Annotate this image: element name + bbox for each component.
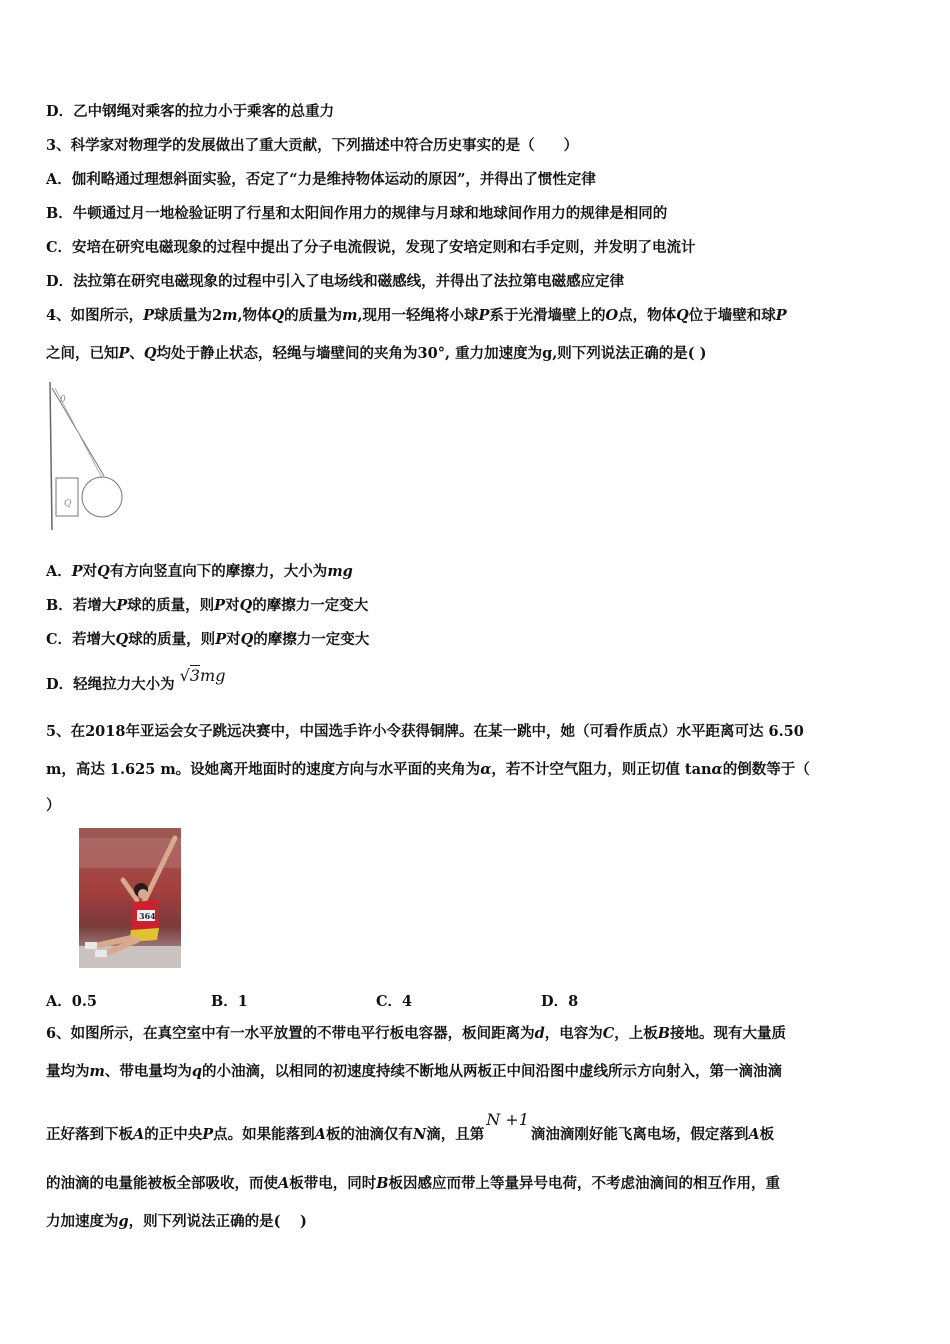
q5-option-a[interactable]: A．0.5 <box>46 993 97 1010</box>
q4-option-c: C．若增大Q球的质量，则P对Q的摩擦力一定变大 <box>46 631 370 648</box>
q4-option-b: B．若增大P球的质量，则P对Q的摩擦力一定变大 <box>46 597 369 614</box>
q5-stem-line2: m，高达 1.625 m。设她离开地面时的速度方向与水平面的夹角为α，若不计空气阻力，则正切值 tanα的倒数等于（ <box>46 761 810 778</box>
q5-option-c[interactable]: C．4 <box>376 993 413 1010</box>
q3-option-c: C．安培在研究电磁现象的过程中提出了分子电流假说，发现了安培定则和右手定则，并发明了电流计 <box>46 239 696 256</box>
n-plus-one-formula: N +1 <box>486 1110 529 1129</box>
q4-option-d: D．轻绳拉力大小为 √3mg <box>46 666 226 693</box>
q3-option-a: A．伽利略通过理想斜面实验，否定了“力是维持物体运动的原因”，并得出了惯性定律 <box>46 171 596 188</box>
q5-stem-line1: 5、在2018年亚运会女子跳远决赛中，中国选手许小令获得铜牌。在某一跳中，她（可看作质点）水平距离可达 6.50 <box>46 723 804 740</box>
q5-option-d[interactable]: D．8 <box>541 993 579 1010</box>
q6-stem-line5: 力加速度为g，则下列说法正确的是( ) <box>46 1213 307 1230</box>
q2-option-d: D．乙中钢绳对乘客的拉力小于乘客的总重力 <box>46 103 335 120</box>
q4-stem-line1: 4、如图所示，P球质量为2m,物体Q的质量为m,现用一轻绳将小球P系于光滑墙壁上的O点，物体Q位于墙壁和球P <box>46 307 787 324</box>
q6-stem-line3: 正好落到下板A的正中央P点。如果能落到A板的油滴仅有N滴，且第N +1滴油滴刚好能飞离电场，假定落到A板 <box>46 1110 775 1143</box>
wall-ball-block-figure <box>42 380 132 535</box>
sqrt3-mg-formula: √3mg <box>179 666 226 685</box>
q5-stem-line3: ） <box>46 797 61 814</box>
q4-option-a: A．P对Q有方向竖直向下的摩擦力，大小为mg <box>46 563 353 580</box>
q6-stem-line2: 量均为m、带电量均为q的小油滴，以相同的初速度持续不断地从两板正中间沿图中虚线所示方向射入，第一滴油滴 <box>46 1063 782 1080</box>
q3-option-d: D．法拉第在研究电磁现象的过程中引入了电场线和磁感线，并得出了法拉第电磁感应定律 <box>46 273 625 290</box>
label-q: Q <box>64 499 72 509</box>
q3-stem: 3、科学家对物理学的发展做出了重大贡献，下列描述中符合历史事实的是（ ） <box>46 137 579 154</box>
label-o: 0 <box>60 395 66 405</box>
q6-stem-line1: 6、如图所示，在真空室中有一水平放置的不带电平行板电容器，板间距离为d，电容为C，上板B接地。现有大量质 <box>46 1025 787 1042</box>
q3-option-b: B．牛顿通过月一地检验证明了行星和太阳间作用力的规律与月球和地球间作用力的规律是相同的 <box>46 205 668 222</box>
q4-stem-line2: 之间，已知P、Q均处于静止状态，轻绳与墙壁间的夹角为30°, 重力加速度为g,则下列说法正确的是( ) <box>46 345 707 362</box>
sqrt-sign: √ <box>179 666 190 685</box>
q5-option-b[interactable]: B．1 <box>211 993 248 1010</box>
bib-number: 364 <box>139 911 156 921</box>
long-jump-photo <box>79 828 181 968</box>
q6-stem-line4: 的油滴的电量能被板全部吸收，而使A板带电，同时B板因感应而带上等量异号电荷，不考虑油滴间的相互作用，重 <box>46 1175 781 1192</box>
